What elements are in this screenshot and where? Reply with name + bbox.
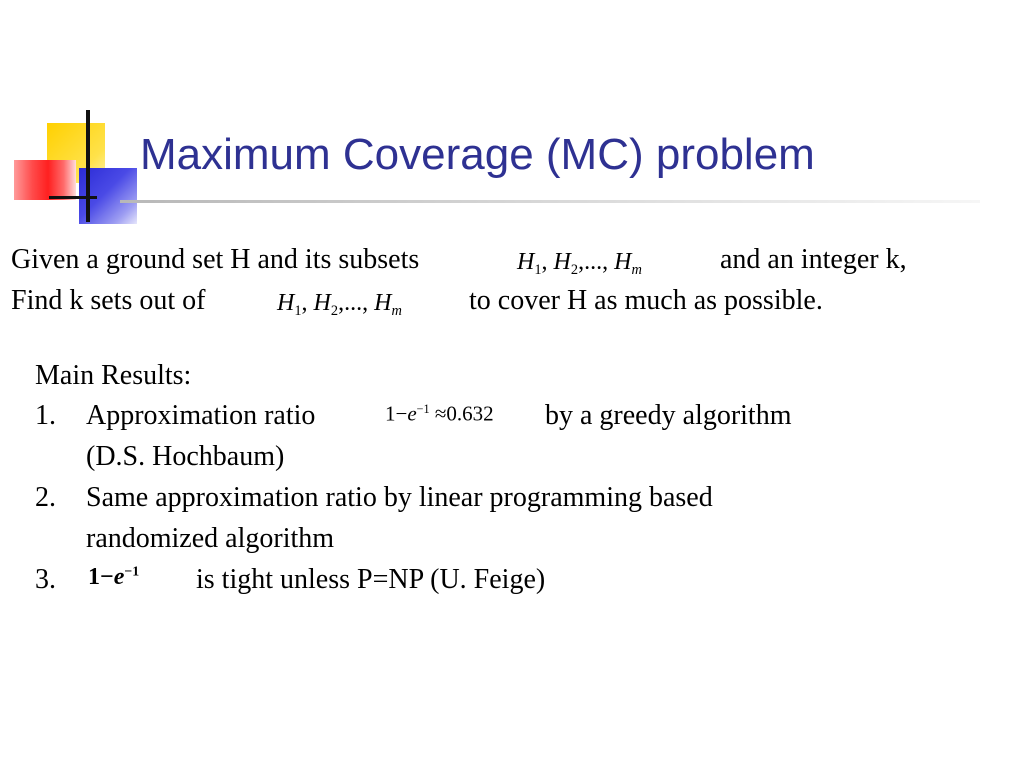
problem-line2-start: Find k sets out of bbox=[11, 285, 206, 316]
result-1-citation: (D.S. Hochbaum) bbox=[86, 441, 285, 472]
problem-line2-end: to cover H as much as possible. bbox=[469, 285, 823, 316]
decor-red-square bbox=[14, 160, 76, 200]
result-3-text: is tight unless P=NP (U. Feige) bbox=[196, 564, 546, 595]
decor-vertical-line bbox=[86, 110, 90, 222]
result-1-text-start: Approximation ratio bbox=[86, 400, 316, 431]
subsets-formula-2: $H_1$, $H_2$,..., $H_m$ bbox=[277, 290, 402, 320]
tight-formula: $1-e^{-1}$ bbox=[88, 564, 140, 590]
problem-line1-end: and an integer k, bbox=[720, 244, 907, 275]
result-1-text-end: by a greedy algorithm bbox=[545, 400, 792, 431]
problem-line1-start: Given a ground set H and its subsets bbox=[11, 244, 420, 275]
result-2-text-line2: randomized algorithm bbox=[86, 523, 335, 554]
slide-title: Maximum Coverage (MC) problem bbox=[140, 130, 815, 179]
result-3-number: 3. bbox=[35, 564, 56, 595]
subsets-formula: $H_1$, $H_2$,..., $H_m$ bbox=[517, 249, 642, 279]
title-underline bbox=[120, 200, 980, 203]
ratio-formula: $1-e^{-1} \approx 0.632$ bbox=[385, 401, 494, 426]
decor-horizontal-line bbox=[49, 196, 97, 199]
result-2-text-line1: Same approximation ratio by linear programming based bbox=[86, 482, 713, 513]
result-1-number: 1. bbox=[35, 400, 56, 431]
result-2-number: 2. bbox=[35, 482, 56, 513]
results-heading: Main Results: bbox=[35, 360, 192, 391]
